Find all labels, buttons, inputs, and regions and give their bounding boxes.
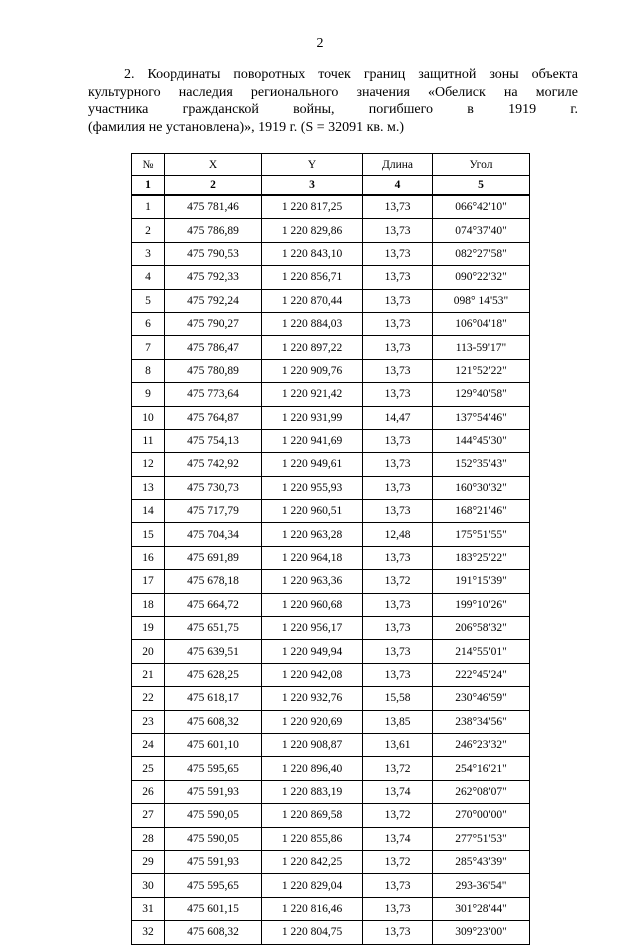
table-row (132, 406, 530, 429)
point-number-cell: 17 (132, 570, 165, 593)
angle-cell: 214°55'01" (433, 640, 530, 663)
length-cell: 13,72 (363, 850, 433, 873)
length-cell: 13,73 (363, 640, 433, 663)
x-coordinate-cell: 475 639,51 (165, 640, 262, 663)
length-cell: 13,61 (363, 733, 433, 756)
length-cell: 15,58 (363, 687, 433, 710)
table-row (132, 780, 530, 803)
point-number-cell: 8 (132, 359, 165, 382)
table-row (132, 383, 530, 406)
length-cell: 13,73 (363, 593, 433, 616)
length-cell: 13,73 (363, 242, 433, 265)
table-row (132, 359, 530, 382)
angle-cell: 074°37'40" (433, 219, 530, 242)
length-cell: 13,72 (363, 804, 433, 827)
table-row (132, 687, 530, 710)
x-coordinate-cell: 475 704,34 (165, 523, 262, 546)
angle-cell: 144°45'30" (433, 429, 530, 452)
angle-cell: 183°25'22" (433, 546, 530, 569)
table-row (132, 570, 530, 593)
y-coordinate-cell: 1 220 869,58 (262, 804, 363, 827)
angle-cell: 082°27'58" (433, 242, 530, 265)
length-cell: 13,73 (363, 500, 433, 523)
length-cell: 13,73 (363, 219, 433, 242)
angle-cell: 199°10'26" (433, 593, 530, 616)
table-row (132, 827, 530, 850)
table-row (132, 710, 530, 733)
point-number-cell: 19 (132, 617, 165, 640)
length-cell: 13,73 (363, 617, 433, 640)
x-coordinate-cell: 475 781,46 (165, 195, 262, 219)
angle-cell: 206°58'32" (433, 617, 530, 640)
length-cell: 13,73 (363, 312, 433, 335)
y-coordinate-cell: 1 220 963,28 (262, 523, 363, 546)
table-row (132, 336, 530, 359)
x-coordinate-cell: 475 651,75 (165, 617, 262, 640)
x-coordinate-cell: 475 773,64 (165, 383, 262, 406)
x-coordinate-cell: 475 591,93 (165, 780, 262, 803)
point-number-cell: 3 (132, 242, 165, 265)
point-number-cell: 32 (132, 921, 165, 944)
table-row (132, 312, 530, 335)
x-coordinate-cell: 475 608,32 (165, 710, 262, 733)
length-cell: 13,73 (363, 289, 433, 312)
length-cell: 13,73 (363, 383, 433, 406)
table-row (132, 429, 530, 452)
length-cell: 13,73 (363, 897, 433, 920)
coordinates-table (131, 153, 530, 945)
point-number-cell: 6 (132, 312, 165, 335)
table-row (132, 266, 530, 289)
point-number-cell: 7 (132, 336, 165, 359)
angle-cell: 262°08'07" (433, 780, 530, 803)
y-coordinate-cell: 1 220 842,25 (262, 850, 363, 873)
y-coordinate-cell: 1 220 932,76 (262, 687, 363, 710)
y-coordinate-cell: 1 220 897,22 (262, 336, 363, 359)
point-number-cell: 25 (132, 757, 165, 780)
angle-cell: 129°40'58" (433, 383, 530, 406)
angle-cell: 160°30'32" (433, 476, 530, 499)
table-row (132, 593, 530, 616)
point-number-cell: 14 (132, 500, 165, 523)
y-coordinate-cell: 1 220 829,04 (262, 874, 363, 897)
point-number-cell: 30 (132, 874, 165, 897)
angle-cell: 098° 14'53" (433, 289, 530, 312)
point-number-cell: 26 (132, 780, 165, 803)
angle-cell: 191°15'39" (433, 570, 530, 593)
heading-line-2: культурного наследия регионального значения «Обелиск на могиле (88, 84, 578, 100)
y-coordinate-cell: 1 220 829,86 (262, 219, 363, 242)
table-row (132, 523, 530, 546)
point-number-cell: 12 (132, 453, 165, 476)
x-coordinate-cell: 475 591,93 (165, 850, 262, 873)
length-cell: 14,47 (363, 406, 433, 429)
y-coordinate-cell: 1 220 949,94 (262, 640, 363, 663)
table-row (132, 617, 530, 640)
x-coordinate-cell: 475 601,15 (165, 897, 262, 920)
x-coordinate-cell: 475 754,13 (165, 429, 262, 452)
point-number-cell: 23 (132, 710, 165, 733)
point-number-cell: 16 (132, 546, 165, 569)
y-coordinate-cell: 1 220 955,93 (262, 476, 363, 499)
y-coordinate-cell: 1 220 960,51 (262, 500, 363, 523)
point-number-cell: 18 (132, 593, 165, 616)
length-cell: 13,73 (363, 874, 433, 897)
point-number-cell: 1 (132, 195, 165, 219)
x-coordinate-cell: 475 790,53 (165, 242, 262, 265)
y-coordinate-cell: 1 220 884,03 (262, 312, 363, 335)
x-coordinate-cell: 475 618,17 (165, 687, 262, 710)
y-coordinate-cell: 1 220 963,36 (262, 570, 363, 593)
table-row (132, 921, 530, 944)
point-number-cell: 28 (132, 827, 165, 850)
angle-cell: 277°51'53" (433, 827, 530, 850)
column-number: 5 (433, 176, 530, 196)
length-cell: 13,73 (363, 195, 433, 219)
x-coordinate-cell: 475 691,89 (165, 546, 262, 569)
point-number-cell: 5 (132, 289, 165, 312)
table-row (132, 640, 530, 663)
column-number: 1 (132, 176, 165, 196)
point-number-cell: 15 (132, 523, 165, 546)
angle-cell: 152°35'43" (433, 453, 530, 476)
y-coordinate-cell: 1 220 942,08 (262, 663, 363, 686)
x-coordinate-cell: 475 595,65 (165, 757, 262, 780)
table-row (132, 500, 530, 523)
length-cell: 13,73 (363, 266, 433, 289)
angle-cell: 175°51'55" (433, 523, 530, 546)
x-coordinate-cell: 475 664,72 (165, 593, 262, 616)
table-row (132, 663, 530, 686)
y-coordinate-cell: 1 220 908,87 (262, 733, 363, 756)
y-coordinate-cell: 1 220 949,61 (262, 453, 363, 476)
angle-cell: 254°16'21" (433, 757, 530, 780)
angle-cell: 106°04'18" (433, 312, 530, 335)
column-numbers-row (132, 176, 530, 196)
angle-cell: 230°46'59" (433, 687, 530, 710)
x-coordinate-cell: 475 780,89 (165, 359, 262, 382)
point-number-cell: 9 (132, 383, 165, 406)
length-cell: 13,73 (363, 663, 433, 686)
table-row (132, 804, 530, 827)
y-coordinate-cell: 1 220 856,71 (262, 266, 363, 289)
x-coordinate-cell: 475 608,32 (165, 921, 262, 944)
x-coordinate-cell: 475 742,92 (165, 453, 262, 476)
y-coordinate-cell: 1 220 964,18 (262, 546, 363, 569)
x-coordinate-cell: 475 590,05 (165, 804, 262, 827)
length-cell: 13,85 (363, 710, 433, 733)
angle-cell: 168°21'46" (433, 500, 530, 523)
y-coordinate-cell: 1 220 883,19 (262, 780, 363, 803)
length-cell: 13,73 (363, 359, 433, 382)
table-row (132, 476, 530, 499)
x-coordinate-cell: 475 628,25 (165, 663, 262, 686)
heading-line-1: 2. Координаты поворотных точек границ защитной зоны объекта (124, 67, 578, 82)
length-cell: 13,73 (363, 336, 433, 359)
y-coordinate-cell: 1 220 960,68 (262, 593, 363, 616)
angle-cell: 270°00'00" (433, 804, 530, 827)
x-coordinate-cell: 475 786,47 (165, 336, 262, 359)
point-number-cell: 29 (132, 850, 165, 873)
y-coordinate-cell: 1 220 855,86 (262, 827, 363, 850)
point-number-cell: 11 (132, 429, 165, 452)
column-number: 4 (363, 176, 433, 196)
point-number-cell: 2 (132, 219, 165, 242)
angle-cell: 238°34'56" (433, 710, 530, 733)
length-cell: 12,48 (363, 523, 433, 546)
x-coordinate-cell: 475 601,10 (165, 733, 262, 756)
table-row (132, 289, 530, 312)
length-cell: 13,74 (363, 780, 433, 803)
page-number: 2 (316, 36, 324, 51)
table-row (132, 195, 530, 219)
length-cell: 13,73 (363, 476, 433, 499)
table-row (132, 874, 530, 897)
y-coordinate-cell: 1 220 909,76 (262, 359, 363, 382)
table-row (132, 733, 530, 756)
x-coordinate-cell: 475 764,87 (165, 406, 262, 429)
point-number-cell: 20 (132, 640, 165, 663)
column-number: 2 (165, 176, 262, 196)
y-coordinate-cell: 1 220 817,25 (262, 195, 363, 219)
length-cell: 13,73 (363, 546, 433, 569)
angle-cell: 137°54'46" (433, 406, 530, 429)
column-header-y: Y (262, 154, 363, 176)
point-number-cell: 21 (132, 663, 165, 686)
point-number-cell: 31 (132, 897, 165, 920)
table-header-row (132, 154, 530, 176)
x-coordinate-cell: 475 678,18 (165, 570, 262, 593)
table-row (132, 453, 530, 476)
angle-cell: 113-59'17" (433, 336, 530, 359)
heading-line-4: (фамилия не установлена)», 1919 г. (S = 32091 кв. м.) (88, 119, 405, 135)
length-cell: 13,74 (363, 827, 433, 850)
y-coordinate-cell: 1 220 920,69 (262, 710, 363, 733)
y-coordinate-cell: 1 220 956,17 (262, 617, 363, 640)
x-coordinate-cell: 475 730,73 (165, 476, 262, 499)
x-coordinate-cell: 475 717,79 (165, 500, 262, 523)
heading-line-3: участника гражданской войны, погибшего в 1919 г. (88, 102, 578, 117)
section-heading (88, 66, 578, 136)
table-row (132, 850, 530, 873)
length-cell: 13,72 (363, 570, 433, 593)
x-coordinate-cell: 475 790,27 (165, 312, 262, 335)
column-header-number: № (132, 154, 165, 176)
length-cell: 13,73 (363, 429, 433, 452)
angle-cell: 309°23'00" (433, 921, 530, 944)
column-header-angle: Угол (433, 154, 530, 176)
length-cell: 13,73 (363, 453, 433, 476)
table-row (132, 757, 530, 780)
x-coordinate-cell: 475 792,24 (165, 289, 262, 312)
column-number: 3 (262, 176, 363, 196)
table-row (132, 242, 530, 265)
angle-cell: 121°52'22" (433, 359, 530, 382)
point-number-cell: 4 (132, 266, 165, 289)
point-number-cell: 10 (132, 406, 165, 429)
y-coordinate-cell: 1 220 816,46 (262, 897, 363, 920)
point-number-cell: 13 (132, 476, 165, 499)
y-coordinate-cell: 1 220 931,99 (262, 406, 363, 429)
point-number-cell: 27 (132, 804, 165, 827)
y-coordinate-cell: 1 220 843,10 (262, 242, 363, 265)
angle-cell: 301°28'44" (433, 897, 530, 920)
column-header-length: Длина (363, 154, 433, 176)
y-coordinate-cell: 1 220 896,40 (262, 757, 363, 780)
length-cell: 13,73 (363, 921, 433, 944)
y-coordinate-cell: 1 220 870,44 (262, 289, 363, 312)
angle-cell: 246°23'32" (433, 733, 530, 756)
x-coordinate-cell: 475 595,65 (165, 874, 262, 897)
angle-cell: 222°45'24" (433, 663, 530, 686)
column-header-x: X (165, 154, 262, 176)
x-coordinate-cell: 475 786,89 (165, 219, 262, 242)
x-coordinate-cell: 475 590,05 (165, 827, 262, 850)
length-cell: 13,72 (363, 757, 433, 780)
y-coordinate-cell: 1 220 941,69 (262, 429, 363, 452)
table-row (132, 219, 530, 242)
point-number-cell: 22 (132, 687, 165, 710)
y-coordinate-cell: 1 220 921,42 (262, 383, 363, 406)
y-coordinate-cell: 1 220 804,75 (262, 921, 363, 944)
table-row (132, 546, 530, 569)
angle-cell: 285°43'39" (433, 850, 530, 873)
angle-cell: 293-36'54" (433, 874, 530, 897)
angle-cell: 090°22'32" (433, 266, 530, 289)
table-row (132, 897, 530, 920)
x-coordinate-cell: 475 792,33 (165, 266, 262, 289)
point-number-cell: 24 (132, 733, 165, 756)
angle-cell: 066°42'10" (433, 195, 530, 219)
